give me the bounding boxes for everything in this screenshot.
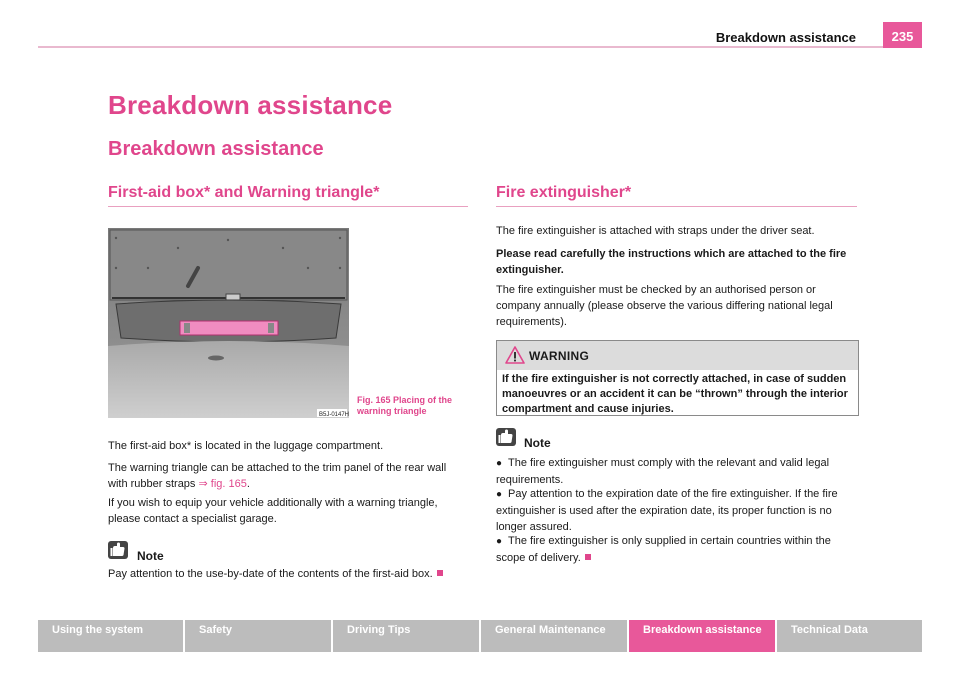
warning-box xyxy=(496,340,859,416)
running-header-title: Breakdown assistance xyxy=(715,30,856,45)
footer-tab-technical-data[interactable]: Technical Data xyxy=(777,620,922,652)
bullet-dot: ● xyxy=(496,536,503,547)
right-paragraph-2: Please read carefully the instructions which are attached to the fire extinguisher. xyxy=(496,248,847,276)
bullet-text-3: The fire extinguisher is only supplied in certain countries within the scope of delivery. xyxy=(496,535,831,564)
warning-triangle-icon xyxy=(505,346,525,369)
bullet-item-2 xyxy=(496,486,858,535)
footer-tab-general-maintenance[interactable]: General Maintenance xyxy=(481,620,627,652)
bullet-text-2: Pay attention to the expiration date of the fire extinguisher. If the fire extinguisher is used after the expiration date, its proper function is no longer assured. xyxy=(496,488,838,533)
bullet-item-3 xyxy=(496,533,858,566)
bullet-item-1 xyxy=(496,455,858,488)
note-label-right: Note xyxy=(524,436,551,450)
warning-label: WARNING xyxy=(529,349,590,363)
warning-header xyxy=(497,341,858,370)
section-heading-fire-extinguisher: Fire extinguisher* xyxy=(496,184,632,201)
footer-tab-driving-tips[interactable]: Driving Tips xyxy=(333,620,479,652)
note-icon xyxy=(496,428,516,446)
figure-code: B5J-0147H xyxy=(319,412,349,418)
left-note-body: Pay attention to the use-by-date of the contents of the first-aid box. xyxy=(108,568,433,580)
bullet-text-1: The fire extinguisher must comply with the relevant and valid legal requirements. xyxy=(496,457,830,486)
section-rule-left xyxy=(108,206,468,207)
bullet-dot: ● xyxy=(496,458,503,469)
left-note-text xyxy=(108,566,468,582)
sub-heading: Breakdown assistance xyxy=(108,138,324,160)
note-label-left: Note xyxy=(137,549,164,563)
left-paragraph-3: If you wish to equip your vehicle additionally with a warning triangle, please contact a specialist garage. xyxy=(108,497,438,525)
page-number: 235 xyxy=(883,22,922,48)
right-paragraph-1: The fire extinguisher is attached with straps under the driver seat. xyxy=(496,225,815,237)
warning-text: If the fire extinguisher is not correctly attached, in case of sudden manoeuvres or an accident it can be “thrown” through the interior compartment and cause injuries. xyxy=(502,373,848,415)
left-paragraph-1: The first-aid box* is located in the luggage compartment. xyxy=(108,440,384,452)
bullet-dot: ● xyxy=(496,489,503,500)
header-rule xyxy=(38,46,922,48)
right-paragraph-3: The fire extinguisher must be checked by an authorised person or company annually (please observe the various differing national legal requirements). xyxy=(496,284,833,328)
left-paragraph-2-end: . xyxy=(246,478,250,490)
left-paragraph-2 xyxy=(108,460,468,492)
section-heading-first-aid: First-aid box* and Warning triangle* xyxy=(108,184,380,201)
footer-tab-using-the-system[interactable]: Using the system xyxy=(38,620,183,652)
end-of-section-mark xyxy=(437,570,443,576)
figure-reference-link[interactable]: ⇒ fig. 165 xyxy=(198,478,247,490)
end-of-section-mark xyxy=(585,554,591,560)
main-heading: Breakdown assistance xyxy=(108,90,393,120)
figure-luggage-compartment-image xyxy=(108,228,349,418)
footer-tab-safety[interactable]: Safety xyxy=(185,620,331,652)
section-rule-right xyxy=(496,206,857,207)
left-paragraph-2-text: The warning triangle can be attached to the trim panel of the rear wall with rubber straps xyxy=(108,462,447,490)
footer-tab-breakdown-assistance[interactable]: Breakdown assistance xyxy=(629,620,775,652)
footer-navigation xyxy=(38,620,922,652)
note-icon xyxy=(108,541,128,559)
figure-caption: Fig. 165 Placing of the warning triangle xyxy=(357,395,453,416)
